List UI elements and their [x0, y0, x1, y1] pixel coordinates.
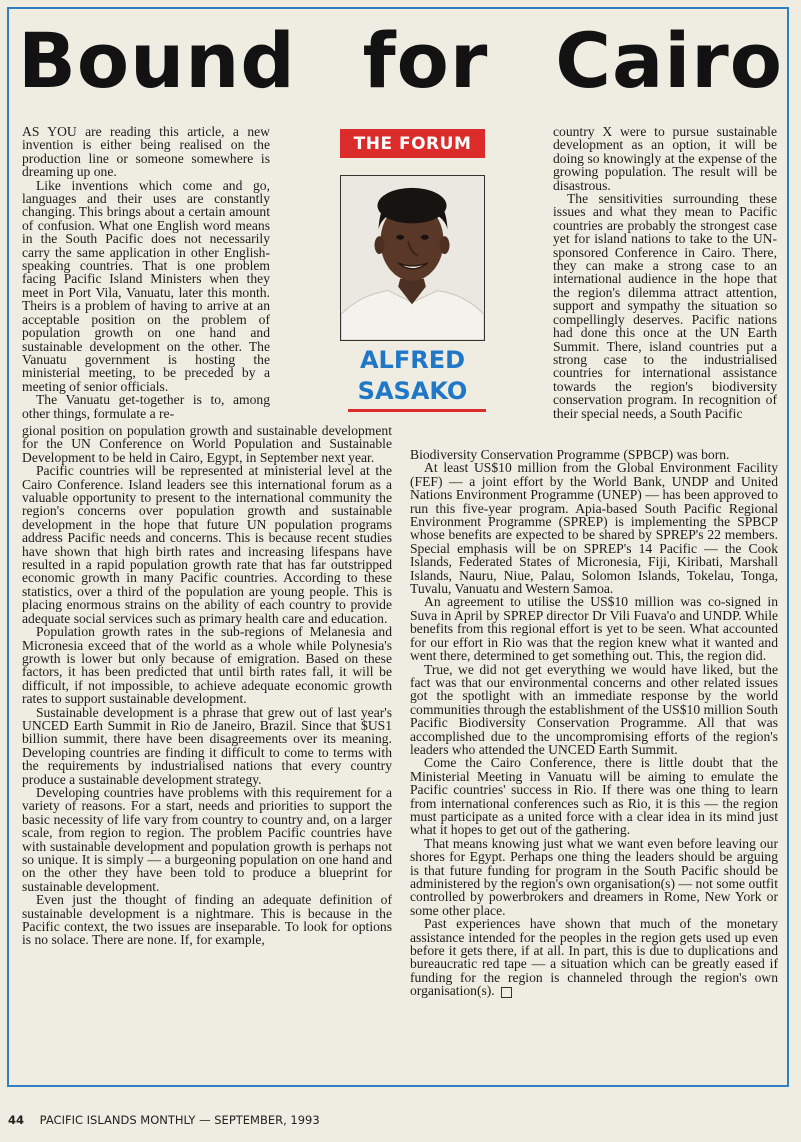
article-column-lower-right [410, 448, 778, 998]
article-paragraph: That means knowing just what we want even before leaving our shores for Egypt. Perhaps one thing the leaders should be arguing is that future funding for program in the South Pacific should be administered by the region's own organisation(s) — not some outfit controlled by powerbrokers and dreamers in Rome, New York or some other place. [410, 835, 778, 918]
article-column-right [553, 125, 777, 420]
article-paragraph: Like inventions which come and go, languages and their uses are constantly changing. This brings about a certain amount of confusion. What one English word means in the South Pacific does not necessarily carry the same application in other English-speaking countries. That is one problem facing Pacific Island Ministers when they meet in Port Vila, Vanuatu, later this month. Theirs is a problem of having to arrive at an acceptable position on the problem of population growth on one hand and sustainable development on the other. The Vanuatu government is hosting the ministerial meeting, to be preceded by a meeting of senior officials. [22, 177, 270, 394]
author-name [340, 345, 485, 407]
author-photo [340, 175, 485, 341]
article-paragraph-text: Past experiences have shown that much of the monetary assistance intended for the peoples in the region gets used up even before it gets there, if at all. In part, this is due to duplications and bureaucratic red tape — a situation which can be greatly eased if funding for the region is channeled through the region's own organisation(s). [410, 916, 778, 999]
headline-word: Cairo [555, 16, 783, 105]
article-paragraph: Sustainable development is a phrase that grew out of last year's UNCED Earth Summit in Rio de Janeiro, Brazil. Since that $US1 billion summit, there have been disagreements over its meaning. Developing countries are finding it difficult to come to terms with the requirements by industrialised nations that every country produce a sustainable development strategy. [22, 704, 392, 787]
article-paragraph: Biodiversity Conservation Programme (SPBCP) was born. [410, 447, 730, 462]
author-last-name: SASAKO [357, 377, 468, 405]
article-paragraph: Even just the thought of finding an adequate definition of sustainable development is a nightmare. This is because in the Pacific context, the two issues are inseparable. To look for options is no solace. There are none. If, for example, [22, 892, 392, 948]
portrait-image [341, 176, 484, 340]
publication-line: PACIFIC ISLANDS MONTHLY — SEPTEMBER, 1993 [39, 1113, 320, 1127]
author-divider [348, 409, 486, 412]
author-first-name: ALFRED [359, 346, 466, 374]
headline-word: Bound [18, 16, 296, 105]
headline-word: for [362, 16, 489, 105]
article-paragraph: An agreement to utilise the US$10 million was co-signed in Suva in April by SPREP director Dr Vili Fuava'o and UNDP. While benefits from this regional effort is yet to be seen. What accounted for our effort in Rio was that the region knew what it wanted and went there, determined to get something out. This, the region did. [410, 594, 778, 664]
article-paragraph: gional position on population growth and sustainable development for the UN Conference on World Population and Sustainable Development to be held in Cairo, Egypt, in September next year. [22, 423, 392, 465]
end-mark-icon [501, 987, 512, 998]
page-footer [8, 1113, 793, 1131]
headline [18, 18, 783, 104]
page-number: 44 [8, 1113, 25, 1127]
article-column-left [22, 125, 270, 420]
article-paragraph: country X were to pursue sustainable development as an option, it will be doing so knowingly at the expense of the growing population. The result will be disastrous. [553, 124, 777, 193]
article-paragraph: The sensitivities surrounding these issues and what they mean to Pacific countries are probably the strongest case yet for island nations to take to the UN-sponsored Conference in Cairo. There, they can make a strong case to an international audience in the hope that the region's dilemma attract attention, support and sympathy the situation so compellingly deserves. Pacific nations had done this once at the UN Earth Summit. There, island countries put a strong case to the industrialised countries for international assistance towards the region's biodiversity conservation program. In recognition of their special needs, a South Pacific [553, 191, 777, 421]
article-paragraph: Population growth rates in the sub-regions of Melanesia and Micronesia exceed that of the world as a whole while Polynesia's growth is lower but only because of emigration. Based on these factors, it has been predicted that until birth rates fall, it will be difficult, if not impossible, to achieve adequate economic growth rates to support sustainable development. [22, 624, 392, 707]
section-label: THE FORUM [340, 129, 485, 158]
article-paragraph: AS YOU are reading this article, a new invention is either being realised on the production line or someone somewhere is dreaming up one. [22, 124, 270, 180]
article-paragraph: At least US$10 million from the Global Environment Facility (FEF) — a joint effort by the World Bank, UNDP and United Nations Environment Programme (UNEP) — has been approved to run this five-year program. Apia-based South Pacific Regional Environment Programme (SPREP) is implementing the SPBCP whose benefits are expected to be shared by SPREP's 22 members. Special emphasis will be on SPREP's 14 Pacific — the Cook Islands, Federated States of Micronesia, Fiji, Kiribati, Marshall Islands, Nauru, Niue, Palau, Solomon Islands, Tokelau, Tonga, Tuvalu, Vanuatu and Western Samoa. [410, 460, 778, 597]
article-paragraph: The Vanuatu get-together is to, among other things, formulate a re- [22, 392, 270, 421]
article-column-lower-left [22, 424, 392, 947]
article-paragraph: True, we did not get everything we would have liked, but the fact was that our environmental concerns and other related issues got the spotlight with an immediate response by the world communities through the establishment of the US$10 million South Pacific Biodiversity Conservation Programme. All that was accomplished due to the uncompromising efforts of the region's leaders who attended the UNCED Earth Summit. [410, 661, 778, 757]
article-paragraph: Come the Cairo Conference, there is little doubt that the Ministerial Meeting in Vanuatu will be aiming to emulate the Pacific countries' success in Rio. If there was one thing to learn from international conferences such as Rio, it is this — the region must participate as a united force with a clear idea in its mind just what it hopes to get out of the gathering. [410, 755, 778, 838]
article-paragraph: Pacific countries will be represented at ministerial level at the Cairo Conference. Island leaders see this international forum as a valuable opportunity to present to the international community the region's concerns over population growth and sustainable development in the hope that future UN population programs address Pacific needs and concerns. This is because recent studies have shown that high birth rates and increasing lifespans have resulted in a rapid population growth rate that has far outstripped economic growth in many Pacific countries. According to these statistics, over a third of the population are young people. This is placing enormous strains on the ability of each country to provide adequate social services such as primary health care and education. [22, 463, 392, 626]
article-paragraph-final [410, 917, 778, 997]
article-paragraph: Developing countries have problems with this requirement for a variety of reasons. For a start, needs and priorities to support the basic necessity of life vary from country to country and, on a larger scale, from region to region. The problem Pacific countries have with sustainable development and population growth is perhaps not so unique. It is simply — a burgeoning population on one hand and on the other they have been told to produce a blueprint for sustainable development. [22, 784, 392, 894]
